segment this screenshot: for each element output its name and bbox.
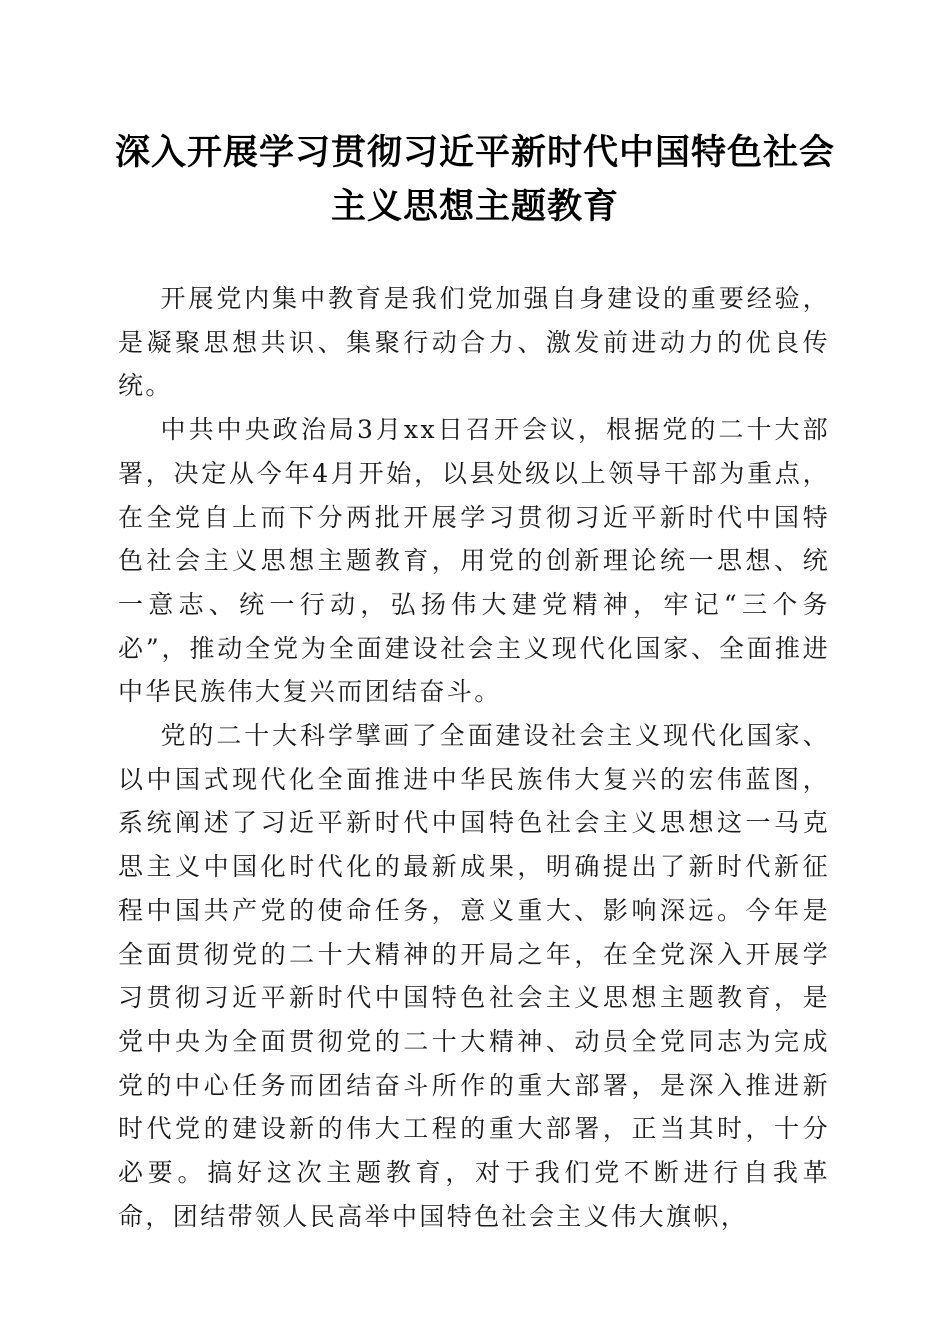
paragraph: 党的二十大科学擘画了全面建设社会主义现代化国家、以中国式现代化全面推进中华民族伟大复兴的宏伟蓝图，系统阐述了习近平新时代中国特色社会主义思想这一马克思主义中国化时代化的最新成果，明确提出了新时代新征程中国共产党的使命任务，意义重大、影响深远。今年是全面贯彻党的二十大精神的开局之年，在全党深入开展学习贯彻习近平新时代中国特色社会主义思想主题教育，是党中央为全面贯彻党的二十大精神、动员全党同志为完成党的中心任务而团结奋斗所作的重大部署，是深入推进新时代党的建设新的伟大工程的重大部署，正当其时，十分必要。搞好这次主题教育，对于我们党不断进行自我革命，团结带领人民高举中国特色社会主义伟大旗帜， (118, 721, 830, 1231)
title-line-2: 主义思想主题教育 (330, 186, 619, 227)
title-line-1: 深入开展学习贯彻习近平新时代中国特色社会 (114, 132, 835, 173)
document-title (100, 126, 850, 234)
paragraph: 中共中央政治局3月xx日召开会议，根据党的二十大部署，决定从今年4月开始，以县处级以上领导干部为重点，在全党自上而下分两批开展学习贯彻习近平新时代中国特色社会主义思想主题教育，用党的创新理论统一思想、统一意志、统一行动，弘扬伟大建党精神，牢记“三个务必”，推动全党为全面建设社会主义现代化国家、全面推进中华民族伟大复兴而团结奋斗。 (118, 415, 830, 707)
paragraph: 开展党内集中教育是我们党加强自身建设的重要经验，是凝聚思想共识、集聚行动合力、激发前进动力的优良传统。 (118, 284, 830, 401)
document-body (118, 277, 830, 1238)
